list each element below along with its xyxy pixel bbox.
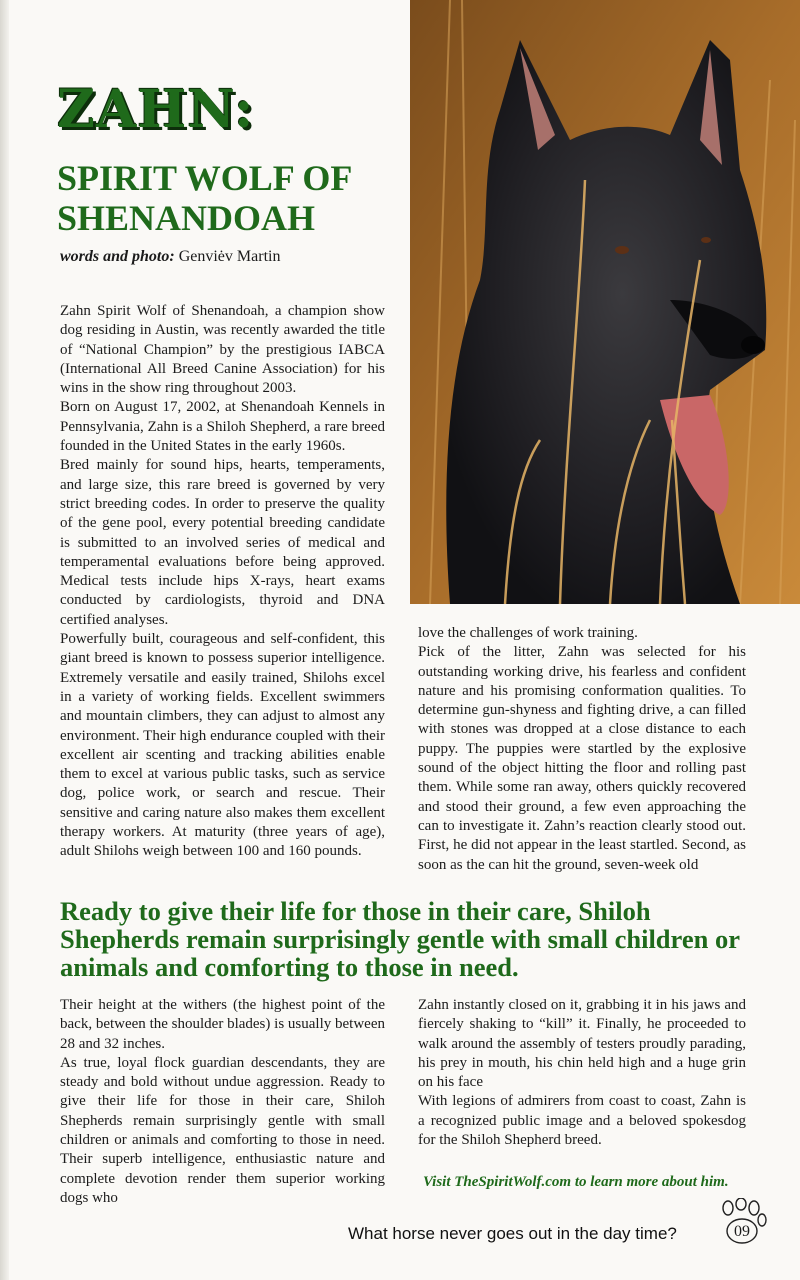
- dog-photo: [410, 0, 800, 604]
- page-number-badge: [716, 1198, 768, 1244]
- paragraph: Zahn instantly closed on it, grabbing it in his jaws and fiercely shaking to “kill” it. Finally, he proceeded to walk around the assembly of testers proudly parading, his prey in mouth, his chin held high and a huge grin on his face: [418, 997, 746, 1091]
- page-edge-shadow: [0, 0, 9, 1280]
- body-column-4: [418, 996, 746, 1150]
- article-subtitle: SPIRIT WOLF OF SHENANDOAH: [57, 158, 352, 238]
- pull-quote: Ready to give their life for those in their care, Shiloh Shepherds remain surprisingly gentle with small children or animals and comforting to those in need.: [60, 896, 740, 982]
- byline: [60, 248, 280, 266]
- article-title: ZAHN:: [57, 79, 255, 140]
- byline-name: Genviėv Martin: [178, 248, 281, 265]
- page-number: 09: [734, 1223, 750, 1240]
- paragraph: Powerfully built, courageous and self-confident, this giant breed is known to possess superior intelligence. Extremely versatile and easily trained, Shilohs excel in a variety of working fields. Excellent swimmers and mountain climbers, they can adjust to almost any environment. Their high endurance coupled with their excellent air scenting and tracking abilities enable them to excel at various public tasks, such as service dog, police work, or search and rescue. Their sensitive and caring nature also makes them excellent therapy workers. At maturity (three years of age), adult Shilohs weigh between 100 and 160 pounds.: [60, 631, 385, 860]
- body-column-2: [418, 624, 746, 875]
- paragraph: With legions of admirers from coast to coast, Zahn is a recognized public image and a beloved spokesdog for the Shiloh Shepherd breed.: [418, 1093, 746, 1149]
- byline-label: words and photo:: [60, 248, 175, 265]
- paragraph: Bred mainly for sound hips, hearts, temperaments, and large size, this rare breed is governed by very strict breeding codes. In order to preserve the quality of the gene pool, every potential breeding candidate is submitted to an involved series of medical and temperamental evaluations before being approved. Medical tests include hips X-rays, heart exams conducted by cardiologists, thyroid and DNA certified analyses.: [60, 457, 385, 628]
- paragraph: Zahn Spirit Wolf of Shenandoah, a champion show dog residing in Austin, was recently awarded the title of “National Champion” by the prestigious IABCA (International All Breed Canine Association) for his wins in the show ring throughout 2003.: [60, 303, 385, 397]
- paragraph: Born on August 17, 2002, at Shenandoah Kennels in Pennsylvania, Zahn is a Shiloh Shepherd, a rare breed founded in the United States in the early 1960s.: [60, 399, 385, 455]
- footer-riddle: What horse never goes out in the day time?: [348, 1224, 677, 1243]
- website-link[interactable]: Visit TheSpiritWolf.com to learn more about him.: [423, 1174, 729, 1190]
- paragraph: Their height at the withers (the highest point of the back, between the shoulder blades) is usually between 28 and 32 inches.: [60, 997, 385, 1052]
- paragraph: love the challenges of work training.: [418, 625, 638, 641]
- body-column-1: [60, 302, 385, 862]
- paragraph: As true, loyal flock guardian descendants, they are steady and bold without undue aggression. Ready to give their life for those in their care, Shiloh Shepherds remain surprisingly gentle with small children or animals and comforting to those in need. Their superb intelligence, enthusiastic nature and complete devotion render them superior working dogs who: [60, 1054, 385, 1206]
- paragraph: Pick of the litter, Zahn was selected for his outstanding working drive, his fearless and confident nature and his promising conformation qualities. To determine gun-shyness and fighting drive, a can filled with stones was dropped at a close distance to each puppy. The puppies were startled by the explosive sound of the object hitting the floor and rolling past them. While some ran away, others quickly recovered and stood their ground, a few even approaching the can to investigate it. Zahn’s reaction clearly stood out. First, he did not appear in the least startled. Second, as soon as the can hit the ground, seven-week old: [418, 644, 746, 873]
- body-column-3: [60, 996, 385, 1208]
